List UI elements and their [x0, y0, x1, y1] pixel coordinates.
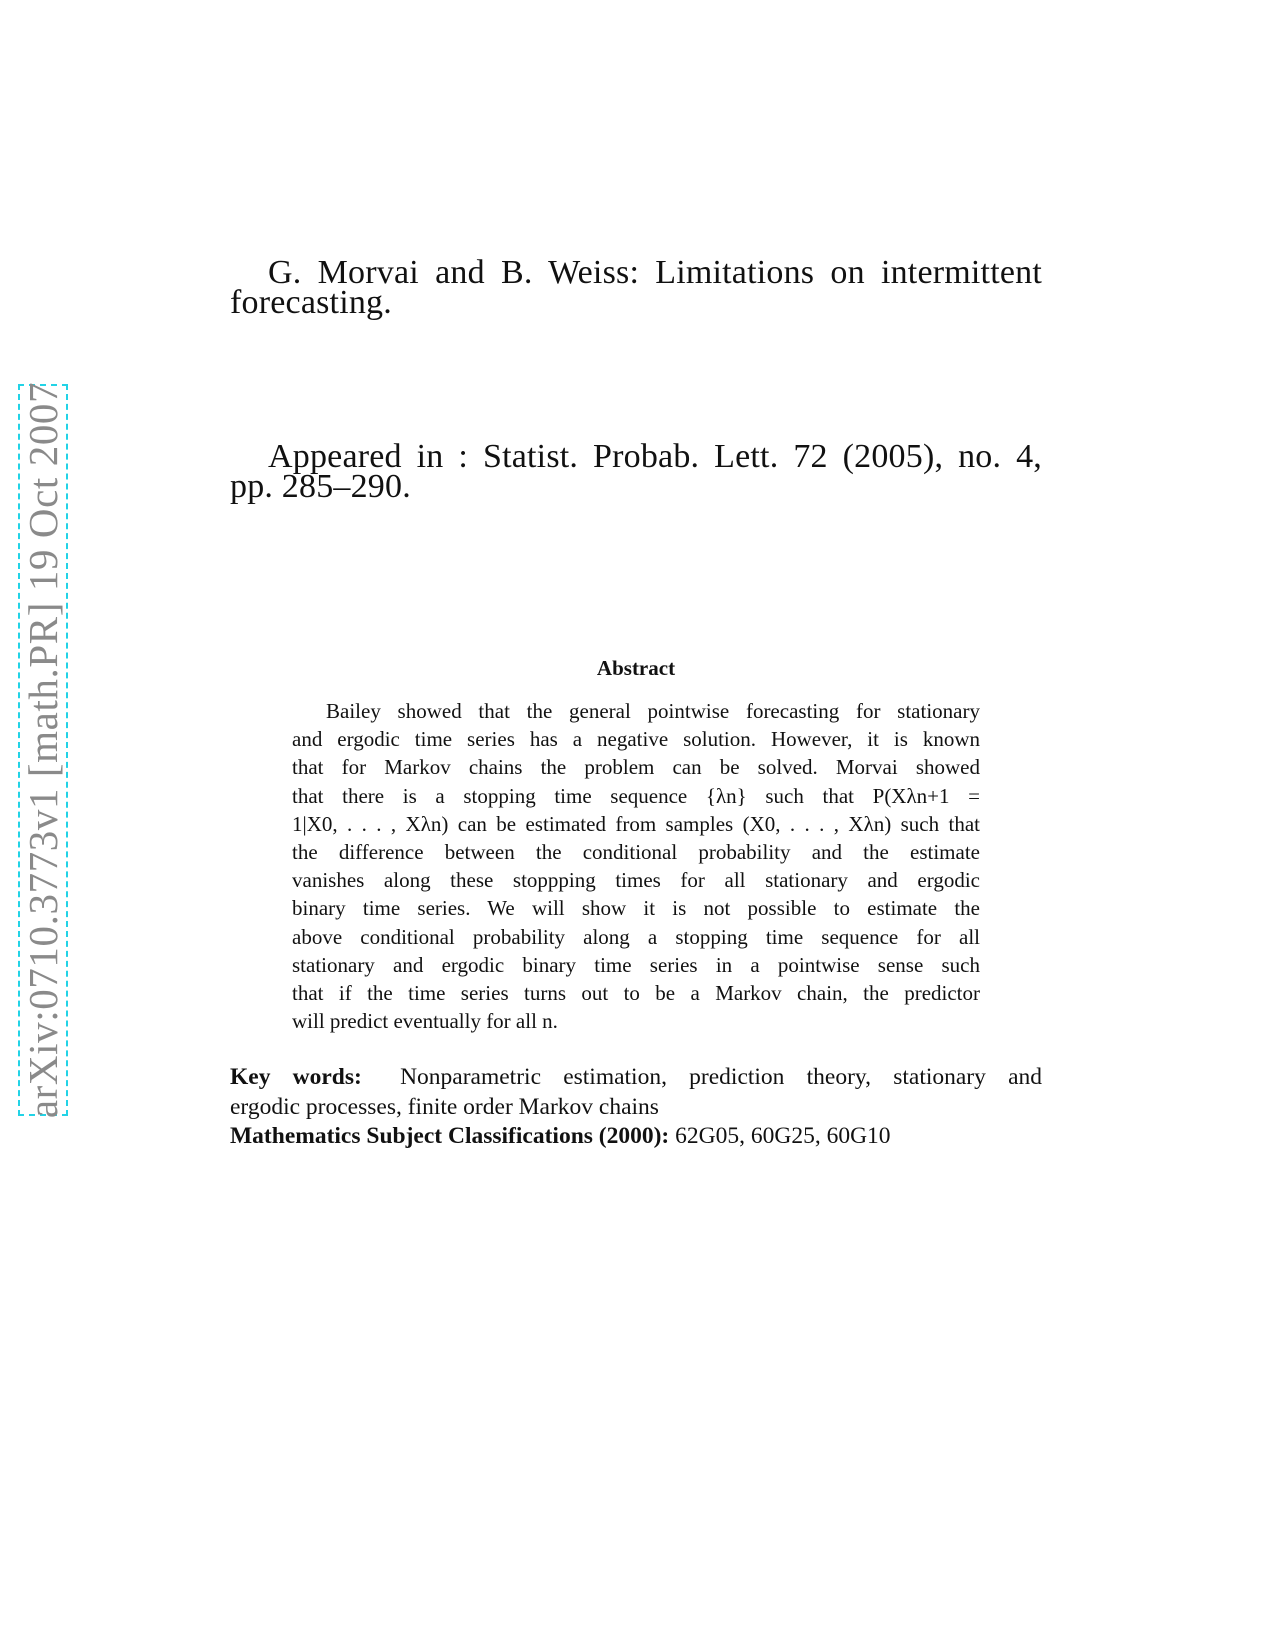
keywords-line-1	[230, 1063, 1042, 1093]
abstract-line: Bailey showed that the general pointwise forecasting for stationary	[326, 699, 980, 723]
paper-title	[230, 254, 1042, 321]
msc-line	[230, 1122, 1042, 1152]
abstract-line: and ergodic time series has a negative solution. However, it is known	[292, 727, 980, 752]
paper-title-line-2: forecasting.	[230, 284, 392, 321]
abstract-line: vanishes along these stoppping times for all stationary and ergodic	[292, 868, 980, 893]
keywords-section	[230, 1063, 1042, 1152]
abstract-line: 1|X0, . . . , Xλn) can be estimated from samples (X0, . . . , Xλn) such that	[292, 811, 980, 836]
msc-value: 62G05, 60G25, 60G10	[675, 1123, 891, 1149]
abstract-line: that for Markov chains the problem can be solved. Morvai showed	[292, 755, 980, 780]
abstract-heading: Abstract	[596, 656, 676, 680]
abstract-body	[292, 697, 980, 1035]
paper-title-line-1: G. Morvai and B. Weiss: Limitations on intermittent	[268, 254, 1042, 291]
keywords-label: Key words:	[230, 1064, 362, 1090]
abstract-line: that there is a stopping time sequence {λn} such that P(Xλn+1 =	[292, 783, 980, 808]
publication-info-line-2: pp. 285–290.	[230, 468, 411, 505]
publication-info-line-1: Appeared in : Statist. Probab. Lett. 72 (2005), no. 4,	[268, 438, 1042, 475]
arxiv-identifier: arXiv:0710.3773v1 [math.PR] 19 Oct 2007	[20, 381, 66, 1119]
keywords-line-2: ergodic processes, finite order Markov chains	[230, 1093, 659, 1120]
publication-info	[230, 438, 1042, 505]
abstract-line: above conditional probability along a stopping time sequence for all	[292, 924, 980, 949]
arxiv-stamp	[18, 381, 68, 1119]
abstract-line: stationary and ergodic binary time series in a pointwise sense such	[292, 952, 980, 977]
msc-label: Mathematics Subject Classifications (2000):	[230, 1123, 670, 1149]
abstract-line: will predict eventually for all n.	[292, 1009, 558, 1034]
abstract-line: the difference between the conditional probability and the estimate	[292, 839, 980, 864]
abstract-line: binary time series. We will show it is not possible to estimate the	[292, 896, 980, 921]
keywords-text-1: Nonparametric estimation, prediction theory, stationary and	[400, 1064, 1043, 1090]
abstract-line: that if the time series turns out to be a Markov chain, the predictor	[292, 980, 980, 1005]
